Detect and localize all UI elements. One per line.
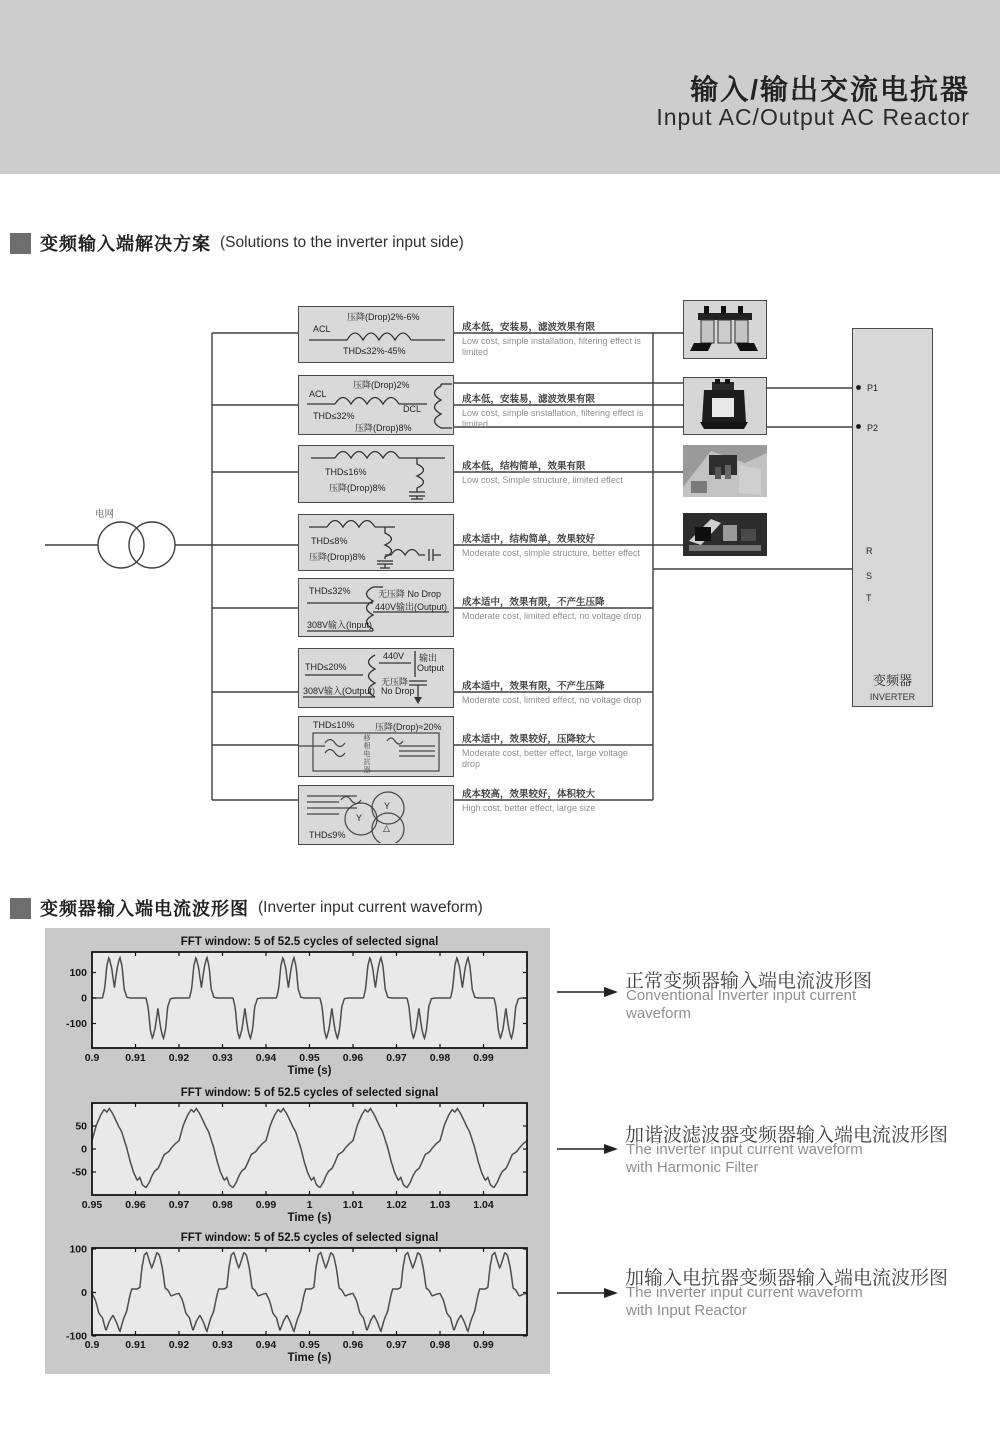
svg-text:0.94: 0.94: [255, 1052, 277, 1064]
inverter-label-en: INVERTER: [869, 692, 916, 702]
transformer-photo: [683, 377, 767, 435]
inverter-label-zh: 变频器: [872, 673, 912, 688]
svg-text:0.99: 0.99: [473, 1339, 494, 1351]
output-label-en: Output: [417, 663, 445, 673]
thd-label: THD≤20%: [305, 662, 347, 672]
phase-shift-reactor-label: 移相电抗器: [363, 734, 370, 774]
star-winding-label-2: Y: [384, 801, 391, 811]
three-phase-reactor-image: [684, 301, 765, 357]
svg-text:0.96: 0.96: [342, 1339, 364, 1351]
input-label: 308V输入(Input): [307, 620, 373, 630]
svg-text:0: 0: [81, 992, 87, 1005]
solution-desc-zh-8: 成本较高，效果较好，体积较大: [462, 789, 596, 800]
solution-desc-en-1: Low cost, simple installation, filtering effect is limited: [462, 336, 641, 357]
waveform-chart-conventional: [45, 930, 550, 1080]
page-title: 输入/输出交流电抗器: [690, 74, 970, 105]
svg-text:0.99: 0.99: [473, 1052, 494, 1064]
waveform-chart-input-reactor: [45, 1228, 550, 1376]
solution-desc-en-3: Low cost, Simple structure, limited effect: [462, 475, 623, 485]
svg-text:-100: -100: [65, 1330, 87, 1343]
section2-title: [10, 895, 483, 921]
drop-label-bottom: 压降(Drop)8%: [355, 423, 412, 433]
svg-text:0.9: 0.9: [84, 1339, 100, 1351]
output-label-zh: 输出: [419, 653, 438, 663]
annotation3-en: [626, 1284, 863, 1320]
acl-label: ACL: [309, 389, 327, 399]
terminal-p1-label: P1: [867, 383, 879, 393]
no-drop-label: 无压降 No Drop: [378, 589, 442, 599]
solution-desc-en-2: Low cost, simple snstallation, filtering effect is limited: [462, 408, 644, 429]
svg-text:1.03: 1.03: [429, 1199, 451, 1211]
svg-text:0.92: 0.92: [168, 1339, 190, 1351]
svg-text:0.94: 0.94: [255, 1339, 277, 1351]
annotation2-en-line1: The inverter input current waveform: [626, 1141, 863, 1158]
star-winding-label: Y: [356, 813, 363, 823]
svg-text:1: 1: [306, 1199, 313, 1211]
svg-text:FFT window: 5 of 52.5 cycles o: FFT window: 5 of 52.5 cycles of selected signal: [180, 1087, 439, 1099]
svg-text:100: 100: [69, 1243, 87, 1256]
arrow-right-icon: [604, 987, 618, 1298]
terminal-p2-label: P2: [867, 423, 879, 433]
solution-box-acl-dcl: [298, 375, 454, 435]
input-label: 308V输入(Output): [303, 686, 376, 696]
svg-text:0.93: 0.93: [212, 1339, 233, 1351]
terminal-t-label: T: [866, 593, 872, 603]
solution-desc-zh-1: 成本低，安装易，滤波效果有限: [462, 322, 596, 333]
solution-box-autotransformer-2: [298, 648, 454, 708]
svg-text:0.93: 0.93: [212, 1052, 233, 1064]
svg-text:0.98: 0.98: [429, 1052, 451, 1064]
transformer-image: [684, 378, 765, 433]
annotation3-zh: 加输入电抗器变频器输入端电流波形图: [625, 1268, 949, 1289]
page-subtitle: Input AC/Output AC Reactor: [656, 104, 970, 130]
annotation2-en: [626, 1141, 863, 1177]
annotation1-zh: 正常变频器输入端电流波形图: [625, 971, 873, 992]
solution-desc-zh-7: 成本适中，效果较好，压降较大: [462, 734, 596, 745]
solution-box-phase-shift-reactor: [298, 716, 454, 777]
solution-desc-en-4: Moderate cost, simple structure, better effect: [462, 548, 640, 558]
svg-text:0.95: 0.95: [81, 1199, 103, 1211]
solution-desc-zh-5: 成本适中，效果有限，不产生压降: [462, 597, 605, 608]
waveform-chart-harmonic-filter: [45, 1080, 550, 1232]
terminal-r-label: R: [866, 546, 873, 556]
svg-text:-50: -50: [71, 1166, 87, 1179]
svg-text:50: 50: [75, 1120, 87, 1133]
drop-label: 压降(Drop)8%: [309, 552, 366, 562]
svg-text:-100: -100: [65, 1018, 87, 1030]
solution-box-lc-filter: [298, 445, 454, 503]
solution-desc-en-6: Moderate cost, limited effect, no voltage drop: [462, 695, 642, 705]
reactor-assembly-image: [683, 513, 767, 556]
thd-label: THD≤9%: [309, 830, 346, 840]
svg-text:0: 0: [81, 1287, 87, 1299]
solution-desc-en-5: Moderate cost, limited effect, no voltage drop: [462, 611, 642, 621]
annotation1-en-line1: Conventional Inverter input current: [626, 987, 857, 1004]
section-marker-icon: [10, 898, 31, 919]
svg-text:1.04: 1.04: [473, 1199, 494, 1211]
no-drop-label-en: No Drop: [381, 686, 415, 696]
thd-label: THD≤10%: [313, 720, 355, 730]
annotation2-zh: 加谐波滤波器变频器输入端电流波形图: [625, 1125, 949, 1146]
section2-title-en: (Inverter input current waveform): [258, 899, 483, 916]
annotation3-en-line1: The inverter input current waveform: [626, 1284, 863, 1301]
svg-text:1.01: 1.01: [342, 1199, 364, 1211]
svg-text:FFT window: 5 of 52.5 cycles o: FFT window: 5 of 52.5 cycles of selected signal: [180, 936, 439, 948]
solution-box-multiwinding-transformer: [298, 785, 454, 845]
power-grid-label: 电网: [95, 509, 115, 520]
svg-text:0.91: 0.91: [125, 1339, 146, 1351]
section1-title: [10, 230, 464, 256]
svg-text:0.92: 0.92: [168, 1052, 190, 1064]
solution-desc-zh-2: 成本低，安装易，滤波效果有限: [462, 394, 596, 405]
annotation1-en-line2: waveform: [626, 1005, 692, 1022]
reactor-assembly-photo: [683, 513, 767, 556]
annotation2-en-line2: with Harmonic Filter: [626, 1159, 759, 1176]
no-drop-label-zh: 无压降: [381, 677, 409, 687]
reactor-cabinet-photo: [683, 445, 767, 497]
svg-text:100: 100: [69, 967, 87, 979]
svg-text:0.98: 0.98: [212, 1199, 233, 1211]
svg-text:Time (s): Time (s): [287, 1065, 332, 1077]
page-header: [0, 0, 1000, 174]
svg-text:0.99: 0.99: [255, 1199, 277, 1211]
section1-title-en: (Solutions to the inverter input side): [220, 234, 464, 251]
terminal-s-label: S: [866, 571, 873, 581]
svg-text:Time (s): Time (s): [287, 1212, 332, 1224]
annotation3-en-line2: with Input Reactor: [626, 1302, 747, 1319]
dcl-label: DCL: [403, 404, 422, 414]
drop-label: 压降(Drop)2%: [353, 380, 410, 390]
svg-text:0.97: 0.97: [386, 1339, 407, 1351]
drop-label: 压降(Drop)8%: [329, 483, 386, 493]
solution-box-lcl-filter: [298, 514, 454, 571]
delta-winding-label: △: [383, 823, 390, 833]
svg-text:0.97: 0.97: [168, 1199, 190, 1211]
solution-box-autotransformer-1: [298, 578, 454, 637]
output-label: 440V输出(Output): [375, 602, 448, 612]
thd-label: THD≤8%: [311, 536, 348, 546]
thd-label: THD≤32%: [313, 411, 355, 421]
thd-label: THD≤32%: [309, 586, 351, 596]
three-phase-reactor-photo: [683, 300, 767, 359]
section2-title-zh: 变频器输入端电流波形图: [40, 899, 249, 919]
solution-box-acl: [298, 306, 454, 363]
drop-label: 压降(Drop)2%-6%: [347, 312, 420, 322]
svg-text:1.02: 1.02: [386, 1199, 407, 1211]
solution-desc-zh-6: 成本适中，效果有限，不产生压降: [462, 681, 605, 692]
solution-desc-zh-4: 成本适中，结构简单，效果较好: [462, 534, 596, 545]
solution-desc-en-7: Moderate cost, better effect, large voltage drop: [462, 748, 628, 769]
annotation1-en: [626, 987, 856, 1023]
thd-label: THD≤16%: [325, 467, 367, 477]
thd-label: THD≤32%-45%: [343, 346, 406, 356]
svg-text:0.98: 0.98: [429, 1339, 451, 1351]
svg-text:0.9: 0.9: [84, 1052, 100, 1064]
drop-label: 压降(Drop)≈20%: [375, 722, 442, 732]
solution-desc-zh-3: 成本低，结构简单，效果有限: [462, 461, 586, 472]
section1-title-zh: 变频输入端解决方案: [40, 234, 211, 254]
svg-text:0.96: 0.96: [125, 1199, 146, 1211]
svg-text:FFT window: 5 of 52.5 cycles o: FFT window: 5 of 52.5 cycles of selected signal: [180, 1232, 439, 1244]
svg-text:0.96: 0.96: [342, 1052, 364, 1064]
svg-text:0.95: 0.95: [299, 1052, 320, 1064]
svg-text:0.97: 0.97: [386, 1052, 407, 1064]
svg-text:0.91: 0.91: [125, 1052, 146, 1064]
svg-text:0.95: 0.95: [299, 1339, 320, 1351]
svg-text:0: 0: [81, 1143, 87, 1156]
acl-label: ACL: [313, 324, 331, 334]
inverter-box: [852, 328, 933, 707]
section-marker-icon: [10, 233, 31, 254]
svg-text:Time (s): Time (s): [287, 1352, 332, 1364]
voltage-label: 440V: [383, 651, 405, 661]
reactor-cabinet-image: [683, 445, 767, 497]
solution-desc-en-8: High cost, better effect, large size: [462, 803, 596, 813]
